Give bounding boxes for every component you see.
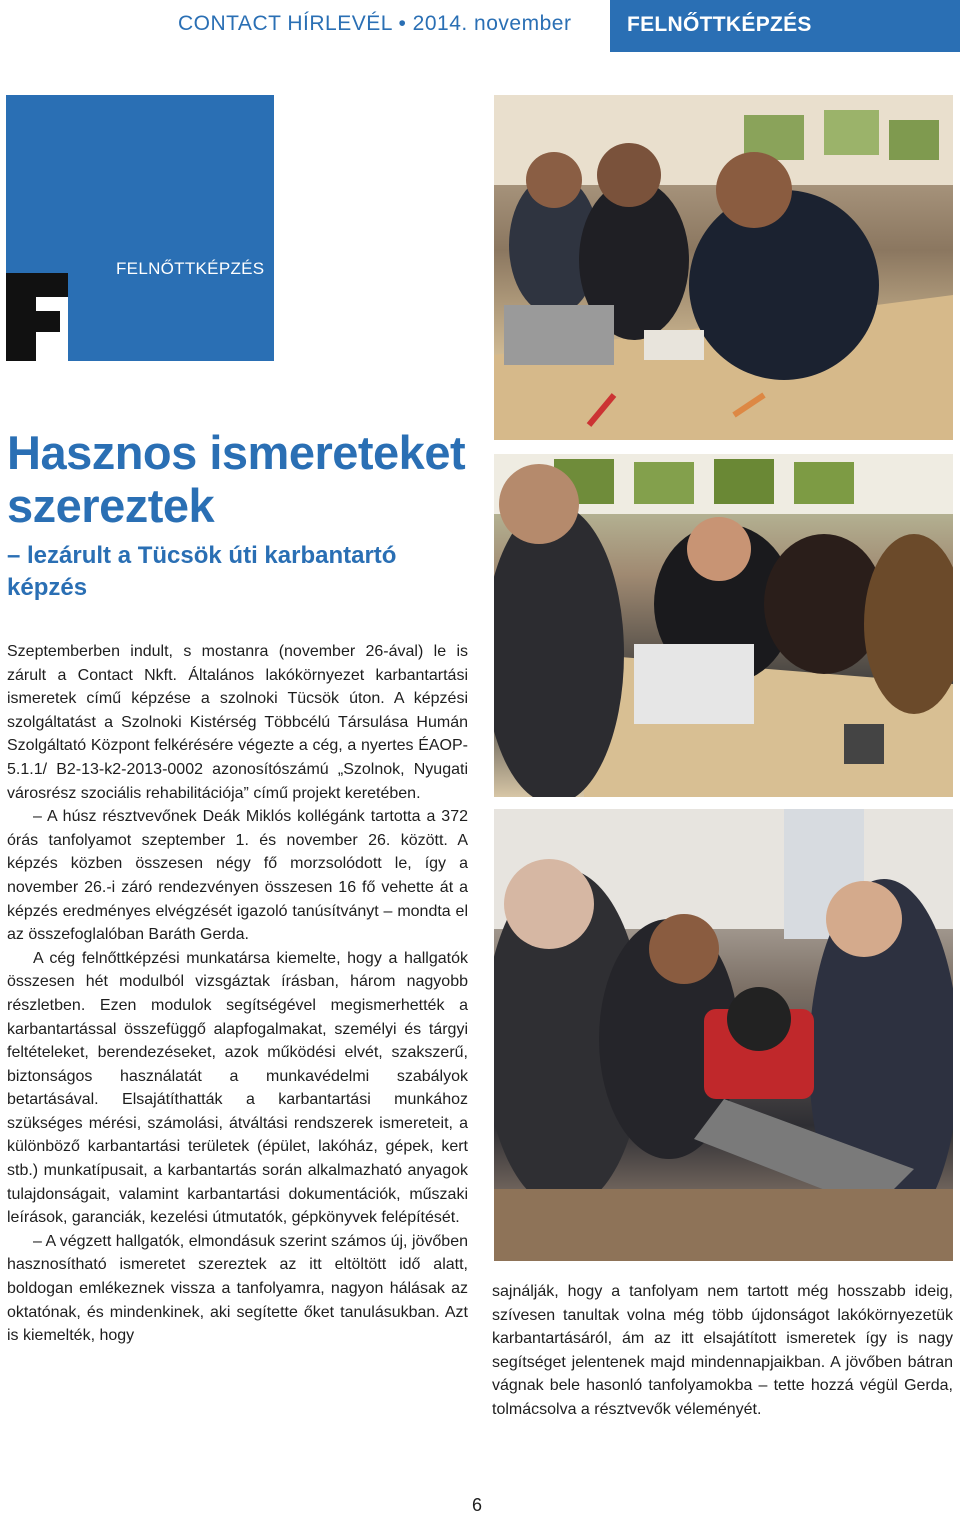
section-label: FELNŐTTKÉPZÉS (116, 259, 265, 278)
newsletter-title: CONTACT HÍRLEVÉL • 2014. november (178, 12, 572, 35)
article-paragraph: – A végzett hallgatók, elmondásuk szerint számos új, jövőben hasznosítható ismeretet szereztek az itt eltöltött idő alatt, boldogan emlékeznek vissza a tanfolyamra, nagyon hálásak az oktatónak, és mindenkinek, aki segítette őket tanulásukban. Azt is kiemelték, hogy (7, 1232, 468, 1345)
section-tab (610, 0, 960, 52)
section-banner (6, 95, 274, 361)
photo-trainees-measuring (494, 454, 953, 797)
article-title: Hasznos ismereteket szereztek (7, 426, 466, 532)
article-paragraph: – A húsz résztvevőnek Deák Miklós kollégánk tartotta a 372 órás tanfolyamot szeptember 1. és november 26. között. A képzés közben összesen négy fő morzsolódott le, így a november 26.-i záró rendezvényen összesen 16 fő vehette át a képzés eredményes elvégzését igazoló tanúsítványt – mondta el az összefoglalóban Baráth Gerda. (7, 808, 468, 944)
photo-lawnmower-repair (494, 809, 953, 1261)
article-body (7, 640, 468, 1348)
article-continuation (492, 1280, 953, 1422)
section-tab-label: FELNŐTTKÉPZÉS (627, 13, 812, 36)
photo-trainees-wiring (494, 95, 953, 440)
article-paragraph: sajnálják, hogy a tanfolyam nem tartott még hosszabb ideig, szívesen tanultak volna még több újdonságot lakókörnyezetük karbantartásáról, ám az itt elsajátított ismeretek így is nagy segítséget jelentenek majd mindennapjaikban. A jövőben bátran vágnak bele hasonló tanfolyamokba – tette hozzá végül Gerda, tolmácsolva a résztvevők véleményét. (492, 1283, 953, 1418)
article-paragraph: A cég felnőttképzési munkatársa kiemelte, hogy a hallgatók összesen hét modulból vizsgáztak írásban, három nagyobb részletben. Ezen modulok segítségével megismerhették a karbantartással összefüggő alapfogalmakat, személyi és tárgyi feltételeket, berendezéseket, azok működési elvét, szakszerű, biztonságos használatát a munkavédelmi szabályok betartásával. Elsajátíthatták a karbantartási munkához szükséges mérési, számolási, átváltási rendszerek ismereteit, a különböző karbantartási területek (épület, lakóház, gépek, kert stb.) munkatípusait, a karbantartás során alkalmazható anyagok tulajdonságait, valamint karbantartási dokumentációk, műszaki leírások, garanciák, kezelési útmutatók, gépkönyvek felépítését. (7, 949, 468, 1227)
article-subtitle: – lezárult a Tücsök úti karbantartó képzés (7, 542, 397, 601)
page-number: 6 (472, 1495, 483, 1515)
section-initial-letter (6, 273, 68, 361)
article-paragraph: Szeptemberben indult, s mostanra (november 26-ával) le is zárult a Contact Nkft. Általános lakókörnyezet karbantartási ismeretek című képzése a szolnoki Tücsök úton. A képzési szolgáltatást a Szolnoki Kistérség Többcélú Társulása Humán Szolgáltató Központ felkérésére végezte a cég, a nyertes ÉAOP-5.1.1/ B2-13-k2-2013-0002 azonosítószámú „Szolnok, Nyugati városrész szociális rehabilitációja” című projekt keretében. (7, 643, 468, 802)
